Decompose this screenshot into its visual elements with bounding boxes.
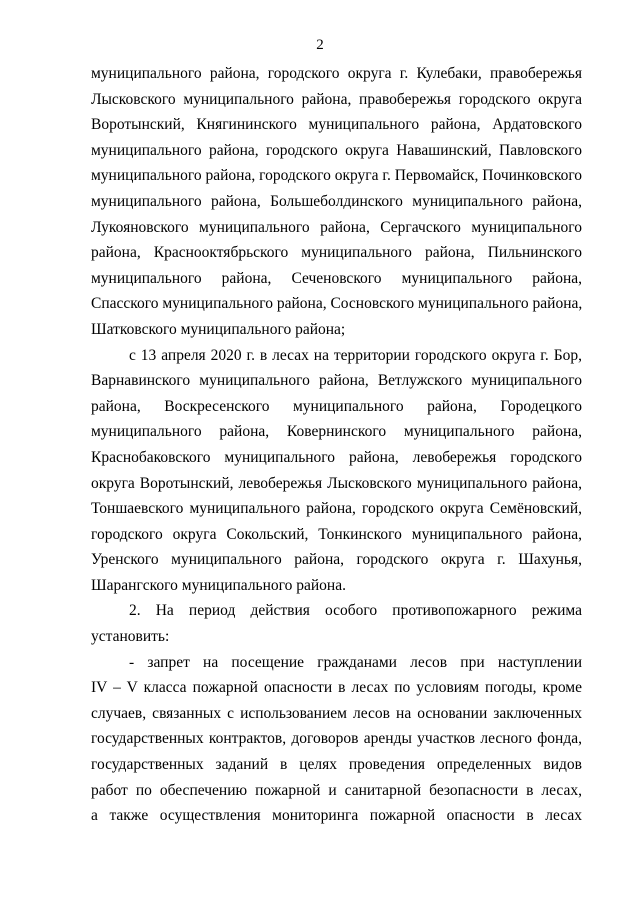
text-line: муниципального района, Ковернинского муниципального района,: [91, 423, 582, 441]
text-line: Спасского муниципального района, Сосновского муниципального района,: [91, 295, 582, 313]
text-line: муниципального района, Большеболдинского муниципального района,: [91, 192, 582, 210]
text-line: Лукояновского муниципального района, Сергачского муниципального: [91, 218, 582, 236]
text-line: - запрет на посещение гражданами лесов при наступлении: [129, 653, 582, 671]
body-text: [91, 61, 582, 829]
text-line: Уренского муниципального района, городского округа г. Шахунья,: [91, 551, 582, 569]
text-line: Лысковского муниципального района, правобережья городского округа: [91, 90, 582, 108]
text-line: Шарангского муниципального района.: [91, 576, 346, 594]
text-line: государственных контрактов, договоров аренды участков лесного фонда,: [91, 730, 582, 748]
page-number: 2: [316, 37, 324, 53]
text-line: а также осуществления мониторинга пожарной опасности в лесах: [91, 807, 582, 825]
text-line: района, Воскресенского муниципального района, Городецкого: [91, 397, 582, 415]
text-line: работ по обеспечению пожарной и санитарной безопасности в лесах,: [91, 781, 582, 799]
text-line: муниципального района, городского округа г. Первомайск, Починковского: [91, 167, 582, 185]
text-line: муниципального района, Сеченовского муниципального района,: [91, 269, 582, 287]
text-line: Воротынский, Княгининского муниципального района, Ардатовского: [91, 116, 582, 134]
text-line: Краснобаковского муниципального района, левобережья городского: [91, 448, 582, 466]
text-line: района, Краснооктябрьского муниципального района, Пильнинского: [91, 244, 582, 262]
text-line: Варнавинского муниципального района, Ветлужского муниципального: [91, 372, 582, 390]
text-line: муниципального района, городского округа г. Кулебаки, правобережья: [91, 65, 582, 82]
text-line: установить:: [91, 628, 170, 646]
text-line: Шатковского муниципального района;: [91, 320, 346, 338]
text-line: муниципального района, городского округа Навашинский, Павловского: [91, 141, 582, 159]
text-line: случаев, связанных с использованием лесов на основании заключенных: [91, 704, 582, 722]
text-line: с 13 апреля 2020 г. в лесах на территории городского округа г. Бор,: [129, 346, 582, 364]
text-line: городского округа Сокольский, Тонкинского муниципального района,: [91, 525, 582, 543]
text-line: государственных заданий в целях проведения определенных видов: [91, 756, 582, 774]
text-line: IV – V класса пожарной опасности в лесах по условиям погоды, кроме: [91, 679, 582, 697]
text-line: округа Воротынский, левобережья Лысковского муниципального района,: [91, 474, 582, 492]
text-line: 2. На период действия особого противопожарного режима: [129, 602, 582, 620]
text-line: Тоншаевского муниципального района, городского округа Семёновский,: [91, 500, 582, 518]
